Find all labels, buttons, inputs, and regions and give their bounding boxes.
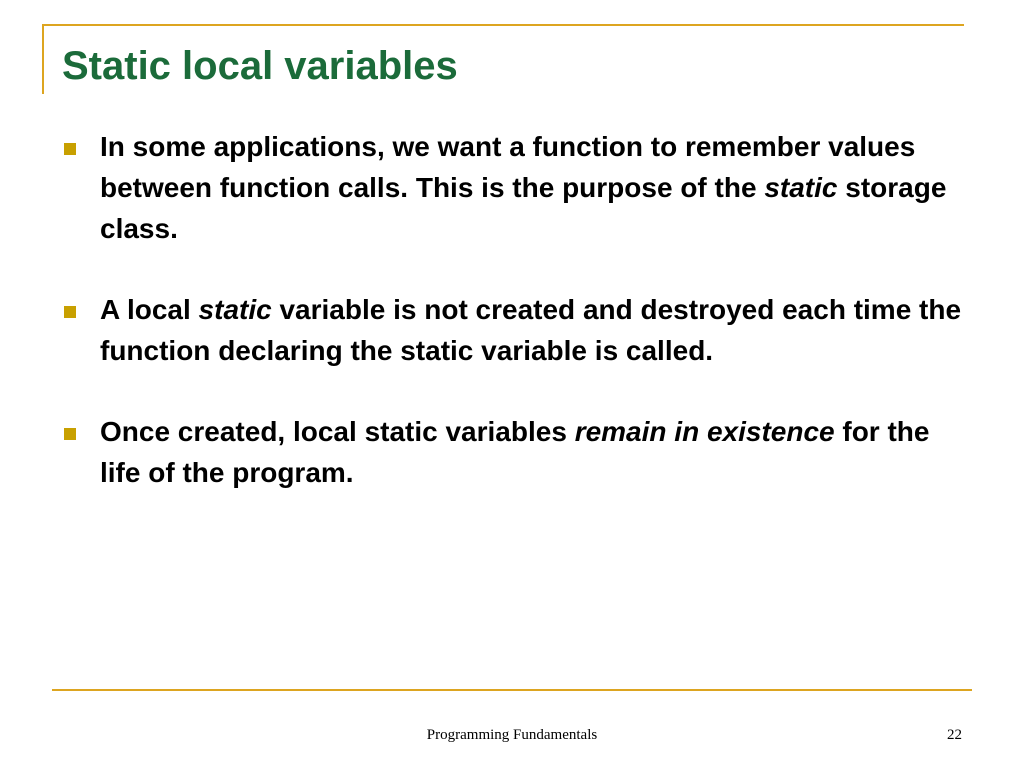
page-number: 22 — [947, 727, 962, 743]
bullet-text-run: Once created, local static variables — [100, 416, 575, 447]
bullet-text-italic: remain in existence — [574, 416, 835, 447]
bullet-text — [100, 131, 946, 244]
bullet-text-italic: static — [198, 294, 272, 325]
square-bullet-icon — [64, 143, 76, 155]
bullet-text-run: In some applications, we want a function to remember values between function calls. This is the purpose of the — [100, 131, 916, 203]
slide-title: Static local variables — [62, 44, 458, 88]
square-bullet-icon — [64, 428, 76, 440]
bullet-text-run: for the life of the program. — [100, 416, 930, 488]
bullet-text-run: storage class. — [100, 172, 947, 244]
bullet-text — [100, 416, 929, 488]
square-bullet-icon — [64, 306, 76, 318]
bullet-item-1 — [62, 126, 972, 249]
bullet-text-italic: static — [764, 172, 838, 203]
top-border-line — [42, 24, 964, 26]
bullet-list — [62, 126, 972, 533]
left-border-line — [42, 24, 44, 94]
footer-divider — [52, 689, 972, 691]
bullet-text — [100, 294, 961, 366]
bullet-item-2 — [62, 289, 972, 371]
bullet-text-run: A local — [100, 294, 199, 325]
bullet-item-3 — [62, 411, 972, 493]
bullet-text-run: variable is not created and destroyed each time the function declaring the static variable is called. — [100, 294, 962, 366]
footer-title: Programming Fundamentals — [426, 727, 598, 743]
